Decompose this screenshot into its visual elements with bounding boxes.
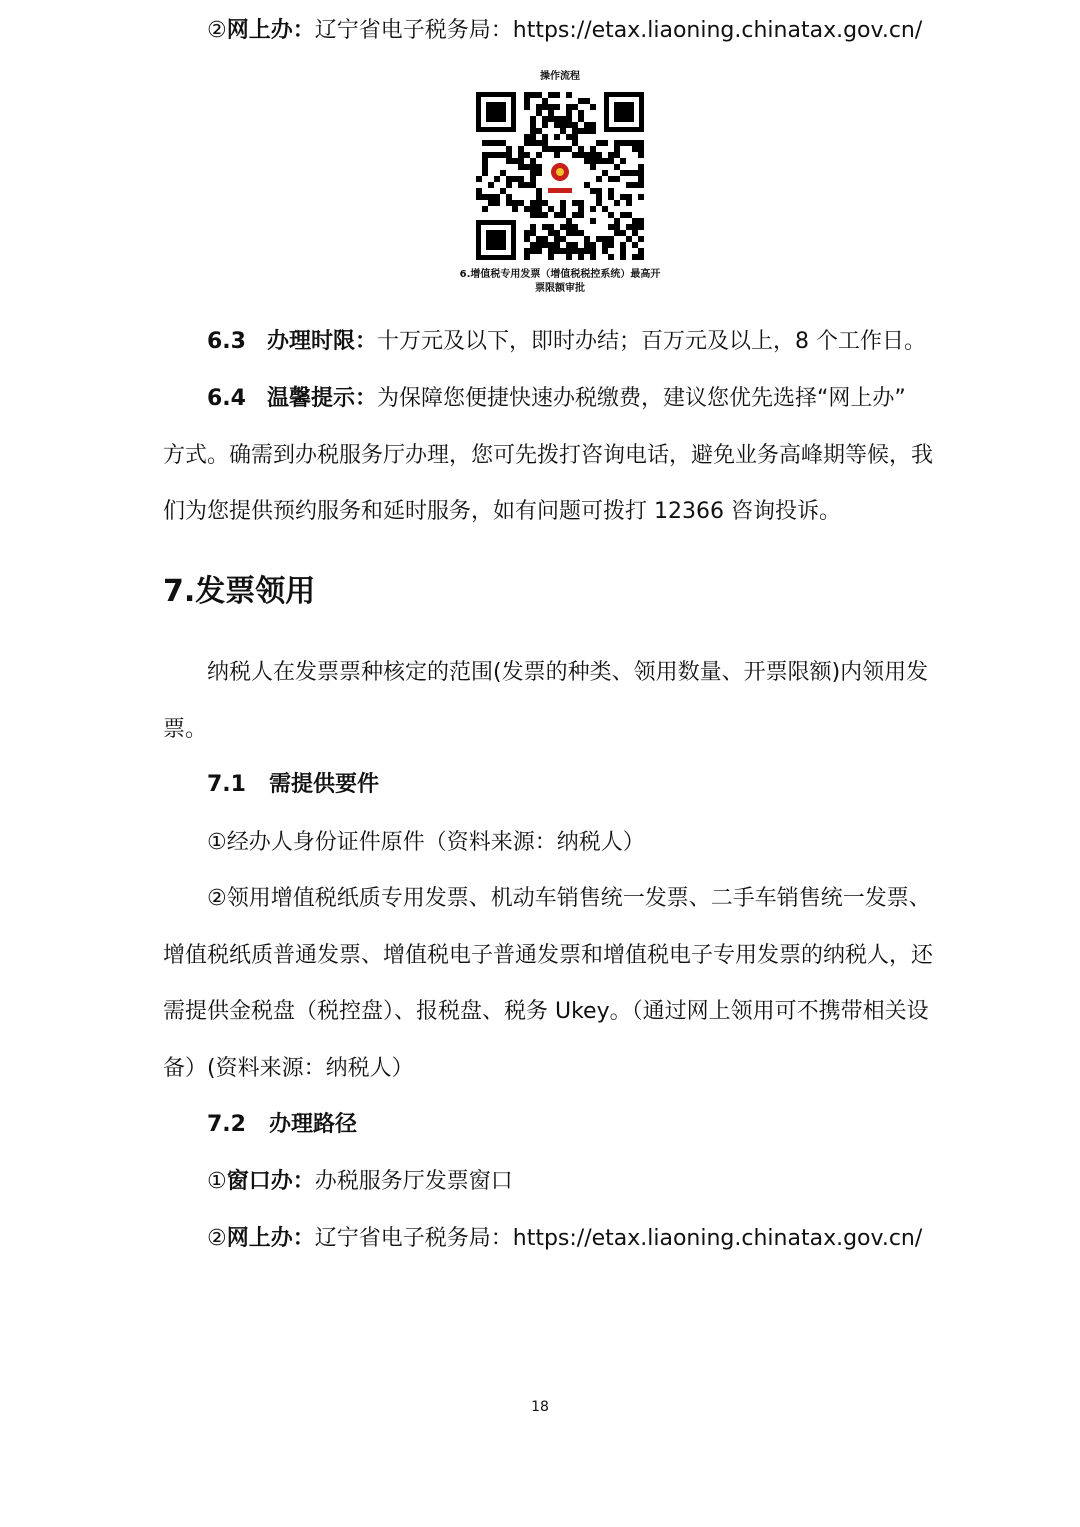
qr-code-icon: [472, 88, 648, 264]
window-label: 窗口办：: [226, 1169, 315, 1194]
section-7-2-heading: [207, 1110, 357, 1140]
section-6-4-number: 6.4: [207, 386, 246, 411]
qr-caption-line1: 6.增值税专用发票（增值税税控系统）最高开: [459, 269, 661, 280]
section-6-4-line2: 方式。确需到办税服务厅办理，您可先拨打咨询电话，避免业务高峰期等候，我: [163, 443, 934, 468]
qr-code-block: [430, 70, 690, 296]
online-prefix: ②: [207, 1226, 227, 1251]
qr-title: 操作流程: [540, 71, 580, 82]
section-6-4-line3: 们为您提供预约服务和延时服务，如有问题可拨打 12366 咨询投诉。: [163, 499, 841, 524]
section-7-1-item1: ①经办人身份证件原件（资料来源：纳税人）: [207, 830, 645, 855]
section-6-3: [207, 327, 926, 357]
section-6-4: [207, 384, 906, 414]
section-6-3-number: 6.3: [207, 329, 246, 354]
section-7-1-item2-line3: 需提供金税盘（税控盘）、报税盘、税务 Ukey。（通过网上领用可不携带相关设: [163, 999, 929, 1024]
section-7-2-window-line: [207, 1167, 513, 1197]
section-6-3-label: 办理时限：: [266, 329, 377, 354]
top-online-url-text[interactable]: 辽宁省电子税务局：https://etax.liaoning.chinatax.gov.cn/: [314, 18, 923, 43]
section-7-2-online-line: [207, 1224, 922, 1254]
section-7-intro-line2: 票。: [163, 717, 208, 742]
section-7-2-number: 7.2: [207, 1112, 246, 1137]
window-prefix: ①: [207, 1169, 227, 1194]
qr-caption-line2: 票限额审批: [535, 283, 585, 294]
section-7-1-item2-line2: 增值税纸质普通发票、增值税电子普通发票和增值税电子专用发票的纳税人，还: [163, 943, 934, 968]
online-url-text[interactable]: 辽宁省电子税务局：https://etax.liaoning.chinatax.gov.cn/: [314, 1226, 923, 1251]
online-label: 网上办：: [226, 1226, 315, 1251]
section-7-1-item2-line4: 备）(资料来源：纳税人）: [163, 1056, 414, 1081]
section-7-2-label: 办理路径: [268, 1112, 357, 1137]
top-online-prefix: ②: [207, 18, 227, 43]
section-7-1-number: 7.1: [207, 772, 246, 797]
section-7-1-item2-line1: ②领用增值税纸质专用发票、机动车销售统一发票、二手车销售统一发票、: [207, 886, 931, 911]
section-6-4-line1: 为保障您便捷快速办税缴费，建议您优先选择“网上办”: [376, 386, 906, 411]
section-7-intro-line1: 纳税人在发票票种核定的范围(发票的种类、领用数量、开票限额)内领用发: [207, 660, 929, 685]
top-online-line: [207, 16, 922, 46]
window-text: 办税服务厅发票窗口: [314, 1169, 513, 1194]
top-online-label: 网上办：: [226, 18, 315, 43]
section-7-1-label: 需提供要件: [268, 772, 379, 797]
page-number: 18: [531, 1399, 549, 1415]
section-6-3-text: 十万元及以下，即时办结；百万元及以上，8 个工作日。: [376, 329, 926, 354]
section-6-4-label: 温馨提示：: [266, 386, 377, 411]
section-7-1-heading: [207, 770, 379, 800]
section-7-heading: 7.发票领用: [163, 574, 316, 609]
